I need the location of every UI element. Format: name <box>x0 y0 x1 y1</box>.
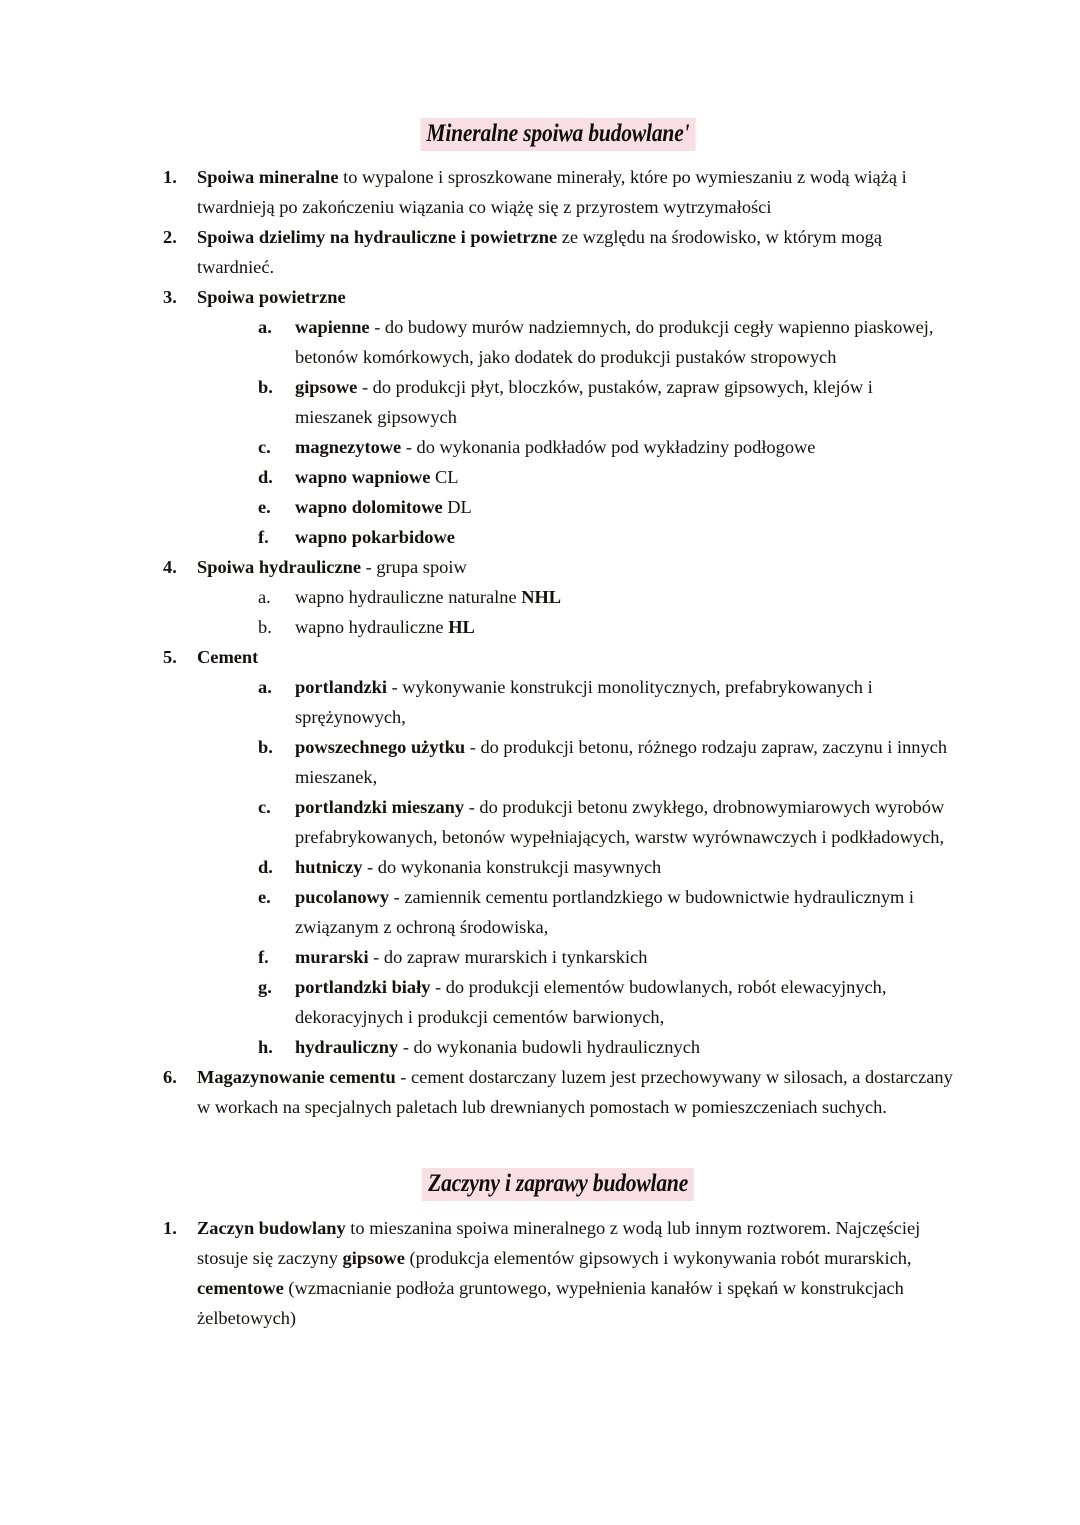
body-text: - wykonywanie konstrukcji monolitycznych, prefabrykowanych i sprężynowych, <box>295 677 873 727</box>
list-item-text <box>197 557 467 577</box>
list-item-text <box>197 167 907 217</box>
sublist-item-text <box>295 797 944 847</box>
emphasis-term: magnezytowe <box>295 437 402 457</box>
sublist-item-text <box>295 617 475 637</box>
sublist-item-text <box>295 317 933 367</box>
sublist-marker: f. <box>258 527 269 547</box>
numbered-list <box>163 162 953 1122</box>
body-text: to mieszanina spoiwa mineralnego z wodą lub innym roztworem. Najczęściej stosuje się zaczyny <box>197 1218 921 1268</box>
emphasis-term: Spoiwa powietrzne <box>197 287 346 307</box>
body-text: - grupa spoiw <box>361 557 467 577</box>
list-marker: 1. <box>163 167 177 187</box>
list-marker: 6. <box>163 1067 177 1087</box>
sublist-item <box>258 1032 953 1062</box>
sublist-item-text <box>295 1037 700 1057</box>
section-spacer <box>163 1122 953 1168</box>
body-text: - do wykonania konstrukcji masywnych <box>362 857 662 877</box>
sublist-item-text <box>295 527 455 547</box>
body-text: to wypalone i sproszkowane minerały, które po wymieszaniu z wodą wiążą i twardnieją po zakończeniu wiązania co wiążę się z przyrostem wytrzymałości <box>197 167 907 217</box>
highlighted-heading-text: Zaczyny i zaprawy budowlane <box>422 1168 694 1201</box>
emphasis-term: cementowe <box>197 1278 284 1298</box>
sublist-marker: g. <box>258 977 272 997</box>
sublist-marker: e. <box>258 887 271 907</box>
body-text: wapno hydrauliczne <box>295 617 449 637</box>
list-item <box>163 282 953 552</box>
list-item <box>163 1062 953 1122</box>
sublist-marker: b. <box>258 377 273 397</box>
list-item-text <box>197 287 346 307</box>
emphasis-term: hydrauliczny <box>295 1037 399 1057</box>
list-item <box>163 222 953 282</box>
list-marker: 4. <box>163 557 177 577</box>
sublist-marker: d. <box>258 857 273 877</box>
list-item <box>163 1213 953 1333</box>
sublist-item <box>258 942 953 972</box>
sublist-marker: a. <box>258 677 272 697</box>
body-text: DL <box>442 497 472 517</box>
lettered-sublist <box>197 582 953 642</box>
body-text: - do zapraw murarskich i tynkarskich <box>368 947 648 967</box>
sublist-marker: e. <box>258 497 271 517</box>
body-text: - do produkcji betonu zwykłego, drobnowymiarowych wyrobów prefabrykowanych, betonów wypełniających, warstw wyrównawczych i podkładowych, <box>295 797 945 847</box>
body-text: - do produkcji betonu, różnego rodzaju zapraw, zaczynu i innych mieszanek, <box>295 737 948 787</box>
sublist-marker: d. <box>258 467 273 487</box>
body-text: - do wykonania budowli hydraulicznych <box>398 1037 701 1057</box>
sublist-item-text <box>295 467 459 487</box>
emphasis-term: portlandzki <box>295 677 387 697</box>
sublist-item-text <box>295 677 873 727</box>
sublist-item-text <box>295 587 561 607</box>
emphasis-term: murarski <box>295 947 369 967</box>
sublist-item <box>258 492 953 522</box>
sublist-item-text <box>295 857 661 877</box>
sublist-item <box>258 462 953 492</box>
list-marker: 3. <box>163 287 177 307</box>
numbered-list <box>163 1213 953 1333</box>
section-heading <box>163 118 953 151</box>
sublist-marker: c. <box>258 797 271 817</box>
body-text: (wzmacnianie podłoża gruntowego, wypełnienia kanałów i spękań w konstrukcjach żelbetowych) <box>197 1278 904 1328</box>
emphasis-term: wapno pokarbidowe <box>295 527 455 547</box>
sublist-marker: h. <box>258 1037 273 1057</box>
sublist-item <box>258 582 953 612</box>
emphasis-term: gipsowe <box>295 377 358 397</box>
sublist-marker: c. <box>258 437 271 457</box>
lettered-sublist <box>197 672 953 1062</box>
sublist-item <box>258 672 953 732</box>
body-text: ze względu na środowisko, w którym mogą twardnieć. <box>197 227 882 277</box>
list-marker: 2. <box>163 227 177 247</box>
list-item-text <box>197 1218 920 1328</box>
list-item <box>163 552 953 642</box>
sublist-item-text <box>295 497 472 517</box>
body-text: - cement dostarczany luzem jest przechowywany w silosach, a dostarczany w workach na specjalnych paletach lub drewnianych pomostach w pomieszczeniach suchych. <box>197 1067 953 1117</box>
sublist-item <box>258 612 953 642</box>
sublist-item <box>258 972 953 1032</box>
emphasis-term: wapno wapniowe <box>295 467 431 487</box>
emphasis-term: portlandzki mieszany <box>295 797 465 817</box>
list-marker: 5. <box>163 647 177 667</box>
body-text: - do wykonania podkładów pod wykładziny podłogowe <box>401 437 816 457</box>
sublist-item <box>258 852 953 882</box>
list-item-text <box>197 1067 953 1117</box>
emphasis-term: wapienne <box>295 317 370 337</box>
body-text: CL <box>430 467 459 487</box>
body-text: - zamiennik cementu portlandzkiego w budownictwie hydraulicznym i związanym z ochroną środowiska, <box>295 887 915 937</box>
highlighted-heading-text: Mineralne spoiwa budowlane' <box>420 118 695 151</box>
list-item-text <box>197 647 258 667</box>
body-text: - do produkcji płyt, bloczków, pustaków, zapraw gipsowych, klejów i mieszanek gipsowych <box>295 377 873 427</box>
body-text: - do produkcji elementów budowlanych, robót elewacyjnych, dekoracyjnych i produkcji cementów barwionych, <box>295 977 887 1027</box>
sublist-item <box>258 792 953 852</box>
list-item <box>163 162 953 222</box>
body-text: wapno hydrauliczne naturalne <box>295 587 522 607</box>
sublist-item <box>258 432 953 462</box>
abbreviation-term: HL <box>448 617 475 637</box>
emphasis-term: Cement <box>197 647 259 667</box>
sublist-item-text <box>295 377 873 427</box>
section-heading <box>163 1168 953 1201</box>
abbreviation-term: NHL <box>521 587 562 607</box>
sublist-item-text <box>295 437 815 457</box>
sublist-item-text <box>295 737 947 787</box>
emphasis-term: portlandzki biały <box>295 977 431 997</box>
list-marker: 1. <box>163 1218 177 1238</box>
sublist-marker: b. <box>258 737 273 757</box>
sublist-item <box>258 732 953 792</box>
sublist-item <box>258 522 953 552</box>
emphasis-term: Spoiwa hydrauliczne <box>197 557 362 577</box>
lettered-sublist <box>197 312 953 552</box>
sublist-item <box>258 372 953 432</box>
sublist-item-text <box>295 977 886 1027</box>
document-content <box>163 118 953 1333</box>
sublist-item <box>258 882 953 942</box>
emphasis-term: hutniczy <box>295 857 363 877</box>
sublist-item <box>258 312 953 372</box>
list-item-text <box>197 227 882 277</box>
emphasis-term: pucolanowy <box>295 887 390 907</box>
list-item <box>163 642 953 1062</box>
emphasis-term: powszechnego użytku <box>295 737 466 757</box>
sublist-marker: a. <box>258 317 272 337</box>
body-text: (produkcja elementów gipsowych i wykonywania robót murarskich, <box>404 1248 912 1268</box>
sublist-item-text <box>295 887 914 937</box>
emphasis-term: gipsowe <box>342 1248 405 1268</box>
emphasis-term: Magazynowanie cementu <box>197 1067 396 1087</box>
sublist-marker: f. <box>258 947 269 967</box>
emphasis-term: Zaczyn budowlany <box>197 1218 346 1238</box>
emphasis-term: Spoiwa mineralne <box>197 167 339 187</box>
emphasis-term: wapno dolomitowe <box>295 497 443 517</box>
sublist-marker: a. <box>258 587 271 607</box>
body-text: - do budowy murów nadziemnych, do produkcji cegły wapienno piaskowej, betonów komórkowych, jako dodatek do produkcji pustaków stropowych <box>295 317 934 367</box>
sublist-item-text <box>295 947 647 967</box>
sublist-marker: b. <box>258 617 272 637</box>
emphasis-term: Spoiwa dzielimy na hydrauliczne i powietrzne <box>197 227 558 247</box>
